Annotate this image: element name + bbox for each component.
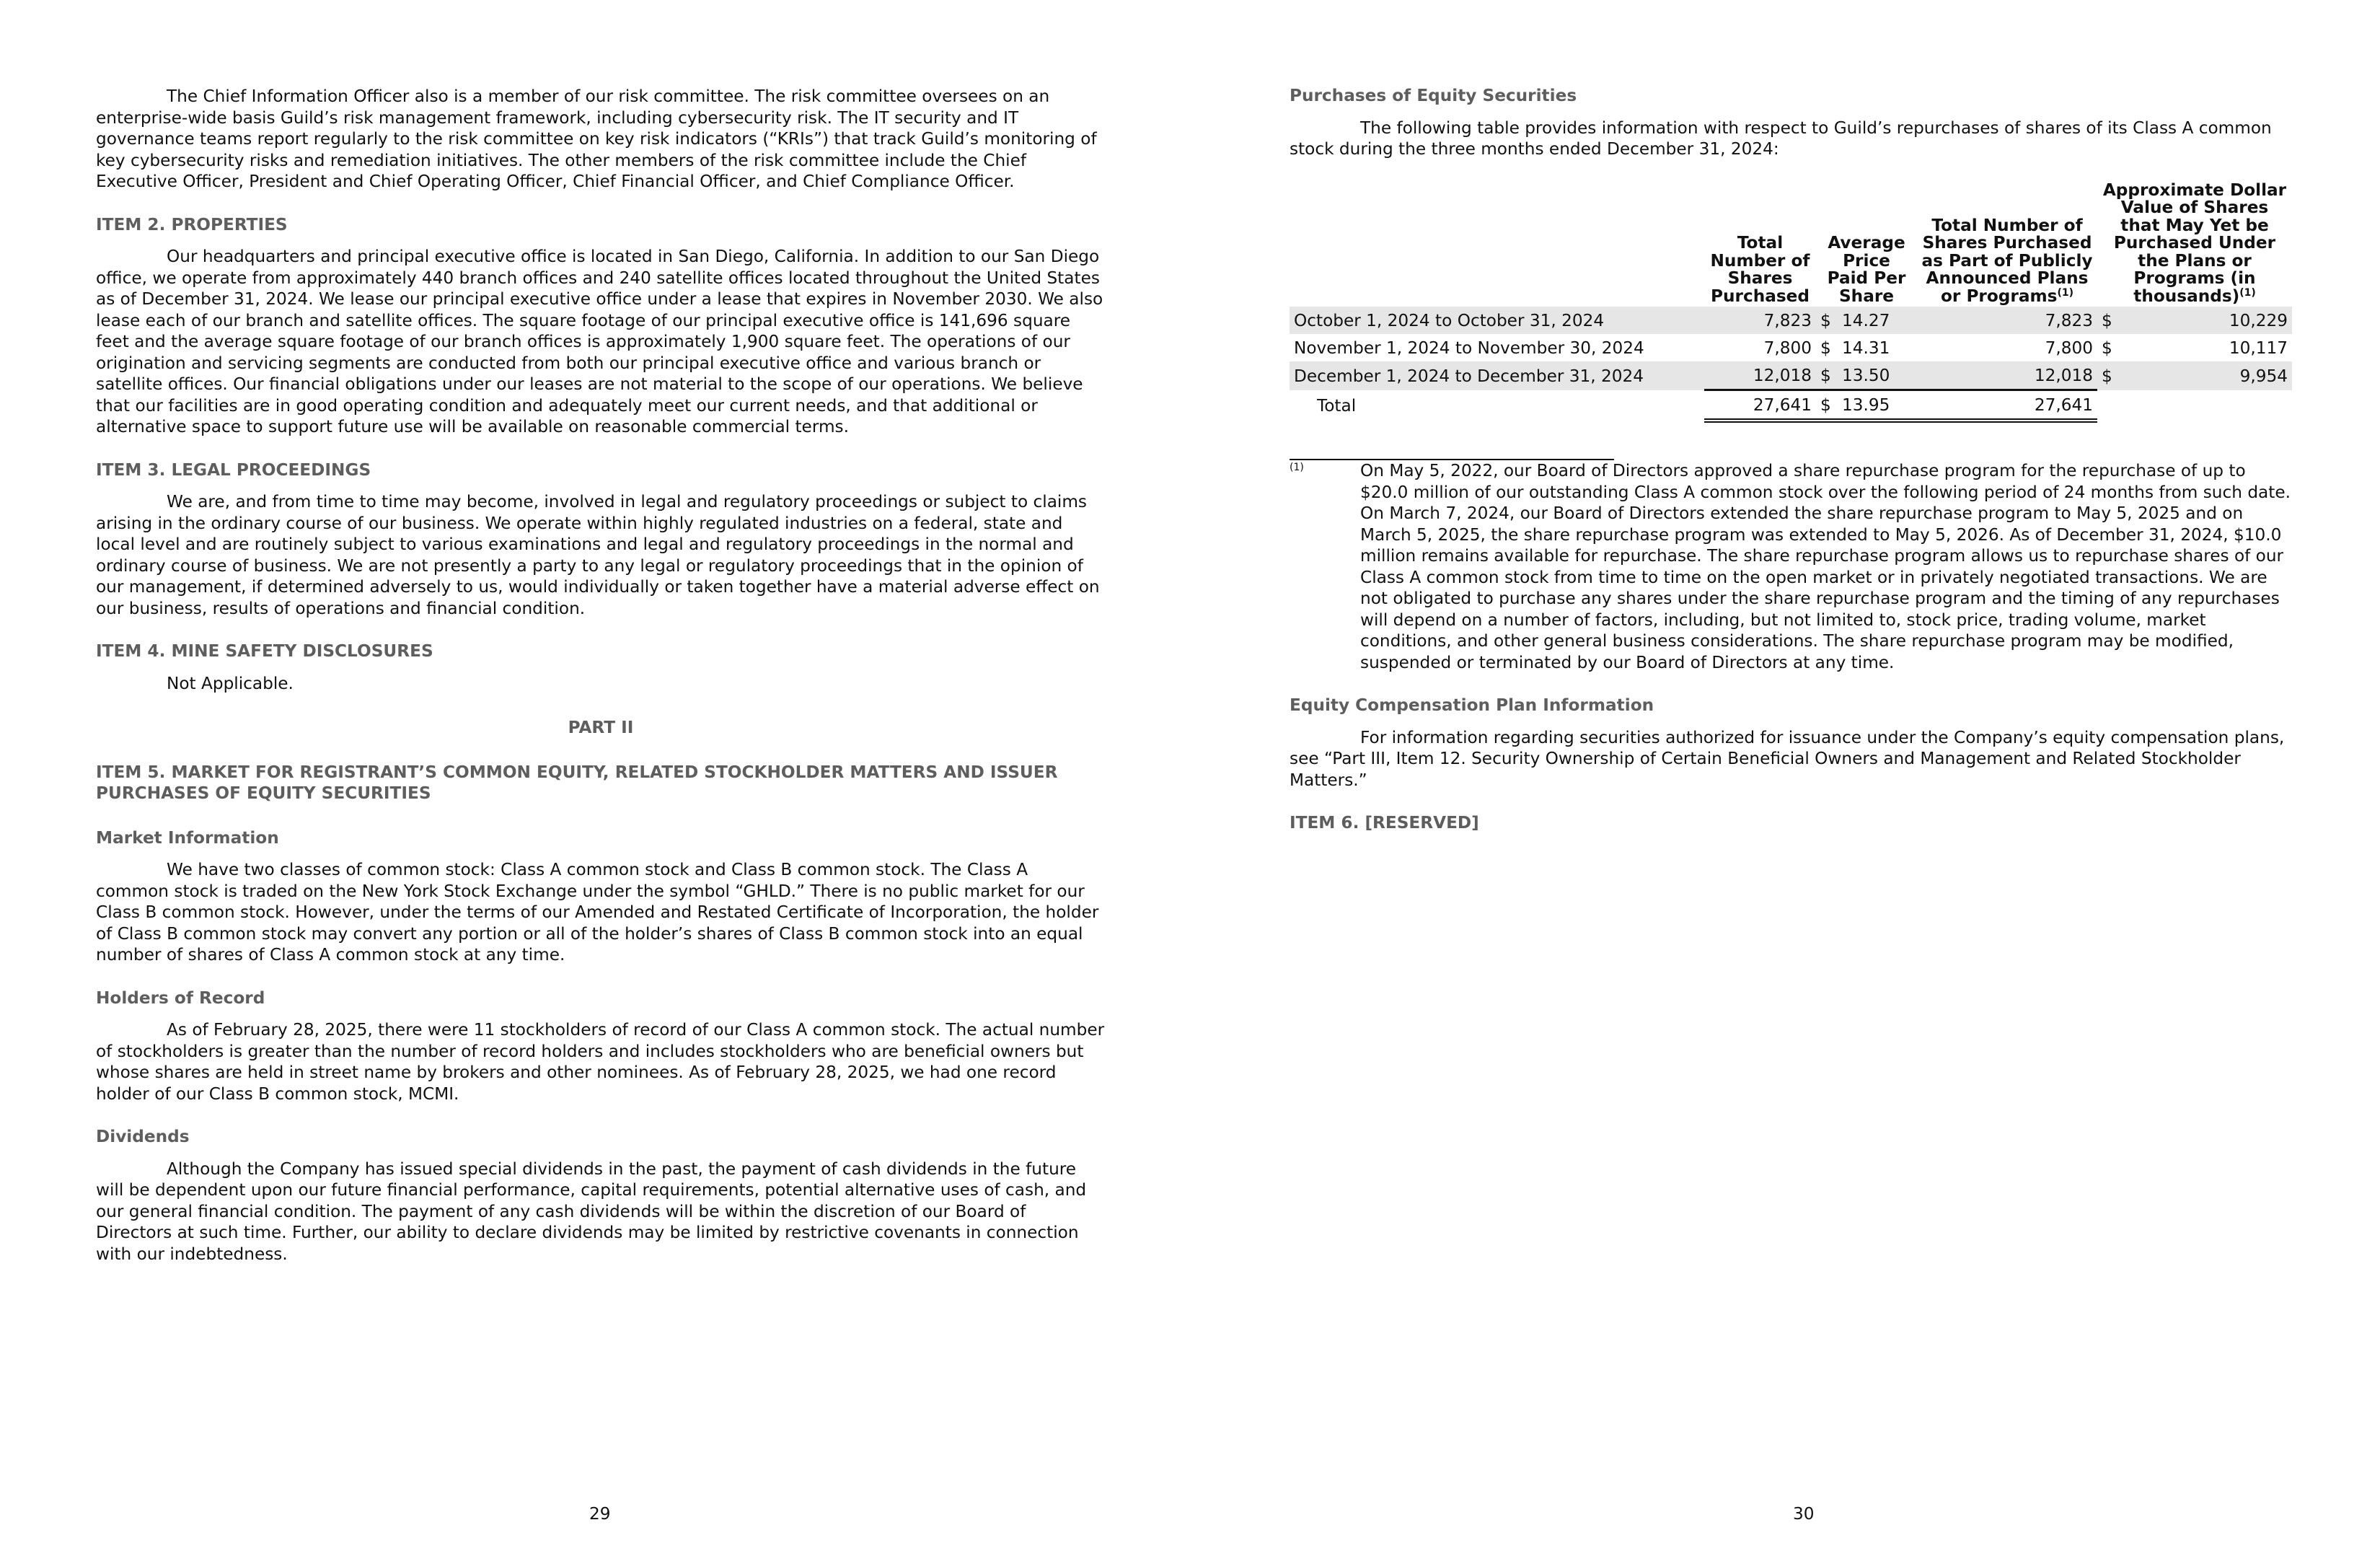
total-shares-total: 27,641 (1704, 390, 1816, 421)
purchases-heading: Purchases of Equity Securities (1290, 86, 1577, 105)
left-page (96, 0, 1106, 1265)
currency-symbol: $ (2097, 307, 2119, 334)
total-shares-header: Total Number of Shares Purchased (1710, 233, 1810, 306)
empty-cell (2097, 390, 2119, 421)
footnote (1290, 460, 2292, 673)
holders-heading: Holders of Record (96, 988, 265, 1008)
total-label: Total (1317, 395, 1357, 416)
currency-symbol: $ (1816, 361, 1838, 390)
risk-committee-paragraph: The Chief Information Officer also is a member of our risk committee. The risk committee oversees on an enterprise-wide basis Guild’s risk management framework, including cybersecurity risk. The IT security and IT governance teams report regularly to the risk committee on key risk indicators (“KRIs”) that track Guild’s monitoring of key cybersecurity risks and remediation initiatives. The other members of the risk committee include the Chief Executive Officer, President and Chief Operating Officer, Chief Financial Officer, and Chief Compliance Officer. (96, 87, 1097, 191)
currency-symbol: $ (2097, 361, 2119, 390)
plan-shares-cell: 7,800 (2045, 338, 2093, 358)
market-info-heading: Market Information (96, 827, 279, 848)
avg-price-cell: 14.27 (1838, 307, 1917, 334)
item3-paragraph: We are, and from time to time may become, involved in legal and regulatory proceedings or subject to claims arising in the ordinary course of our business. We operate within highly regulated industries on a federal, state and local level and are routinely subject to various examinations and legal and regulatory proceedings in the normal and ordinary course of business. We are not presently a party to any legal or regulatory proceedings that in the opinion of our management, if determined adversely to us, would individually or taken together have a material adverse effect on our business, results of operations and financial condition. (96, 492, 1100, 618)
dividends-heading: Dividends (96, 1127, 190, 1146)
plan-shares-total: 27,641 (1917, 390, 2097, 421)
remaining-value-cell: 9,954 (2119, 361, 2292, 390)
remaining-value-header (2097, 182, 2292, 307)
item3-heading: ITEM 3. LEGAL PROCEEDINGS (96, 460, 371, 480)
footnote-marker: (1) (1290, 462, 1304, 473)
equity-comp-paragraph: For information regarding securities authorized for issuance under the Company’s equity compensation plans, see “Part III, Item 12. Security Ownership of Certain Beneficial Owners and Management and Related Stockholder Matters.” (1290, 727, 2285, 790)
item5-heading: ITEM 5. MARKET FOR REGISTRANT’S COMMON EQUITY, RELATED STOCKHOLDER MATTERS AND ISSUER PURCHASES OF EQUITY SECURITIES (96, 762, 1058, 803)
table-row (1290, 334, 2292, 361)
period-cell: October 1, 2024 to October 31, 2024 (1290, 307, 1704, 334)
total-shares-cell: 12,018 (1704, 361, 1816, 390)
period-cell: November 1, 2024 to November 30, 2024 (1294, 338, 1644, 358)
holders-paragraph: As of February 28, 2025, there were 11 stockholders of record of our Class A common stock. The actual number of stockholders is greater than the number of record holders and includes stockholders who are beneficial owners but whose shares are held in street name by brokers and other nominees. As of February 28, 2025, we had one record holder of our Class B common stock, MCMI. (96, 1020, 1105, 1104)
avg-price-total: 13.95 (1838, 390, 1917, 421)
item6-heading: ITEM 6. [RESERVED] (1290, 813, 1479, 832)
total-shares-cell: 7,823 (1704, 307, 1816, 334)
total-shares-cell: 7,800 (1763, 338, 1812, 358)
plan-shares-header (1917, 182, 2097, 307)
item2-paragraph: Our headquarters and principal executive office is located in San Diego, California. In addition to our San Diego office, we operate from approximately 440 branch offices and 240 satellite offices located throughout the United States as of December 31, 2024. We lease our principal executive office under a lease that expires in November 2030. We also lease each of our branch and satellite offices. The square footage of our principal executive office is 141,696 square feet and the average square footage of our branch offices is approximately 1,900 square feet. The operations of our origination and servicing segments are conducted from both our principal executive office and various branch or satellite offices. Our financial obligations under our leases are not material to the scope of our operations. We believe that our facilities are in good operating condition and adequately meet our current needs, and that additional or alternative space to support future use will be available on reasonable commercial terms. (96, 247, 1103, 436)
footnote-ref[interactable]: (1) (2057, 286, 2073, 299)
plan-shares-cell: 7,823 (1917, 307, 2097, 334)
page-number-right: 30 (1793, 1504, 1815, 1524)
table-row (1290, 361, 2292, 390)
page-number-left: 29 (589, 1504, 611, 1524)
market-info-paragraph: We have two classes of common stock: Class A common stock and Class B common stock. The Class A common stock is traded on the New York Stock Exchange under the symbol “GHLD.” There is no public market for our Class B common stock. However, under the terms of our Amended and Restated Certificate of Incorporation, the holder of Class B common stock may convert any portion or all of the holder’s shares of Class B common stock into an equal number of shares of Class A common stock at any time. (96, 860, 1099, 965)
empty-cell (2119, 390, 2292, 421)
remaining-value-cell: 10,229 (2119, 307, 2292, 334)
item2-heading: ITEM 2. PROPERTIES (96, 214, 288, 234)
footnote-ref[interactable]: (1) (2239, 286, 2256, 299)
currency-symbol: $ (1820, 338, 1831, 358)
right-page (1290, 0, 2292, 834)
avg-price-cell: 13.50 (1838, 361, 1917, 390)
period-header (1290, 182, 1704, 307)
table-header-row (1290, 182, 2292, 307)
remaining-value-header-text: Approximate Dollar Value of Shares that May Yet be Purchased Under the Plans or Programs (in thousands) (2102, 180, 2287, 306)
dividends-paragraph: Although the Company has issued special dividends in the past, the payment of cash dividends in the future will be dependent upon our future financial performance, capital requirements, potential alternative uses of cash, and our general financial condition. The payment of any cash dividends will be within the discretion of our Board of Directors at such time. Further, our ability to declare dividends may be limited by restrictive covenants in connection with our indebtedness. (96, 1159, 1087, 1264)
purchases-paragraph: The following table provides information with respect to Guild’s repurchases of shares of its Class A common stock during the three months ended December 31, 2024: (1290, 118, 2272, 159)
table-total-row (1290, 390, 2292, 421)
plan-shares-header-text: Total Number of Shares Purchased as Part of Publicly Announced Plans or Programs (1921, 215, 2093, 306)
avg-price-header: Average Price Paid Per Share (1827, 233, 1906, 306)
item4-heading: ITEM 4. MINE SAFETY DISCLOSURES (96, 641, 433, 661)
period-cell: December 1, 2024 to December 31, 2024 (1290, 361, 1704, 390)
footnote-text: On May 5, 2022, our Board of Directors approved a share repurchase program for the repurchase of up to $20.0 million of our outstanding Class A common stock over the following period of 24 months from such date. On March 7, 2024, our Board of Directors extended the share repurchase program to May 5, 2025 and on March 5, 2025, the share repurchase program was extended to May 5, 2026. As of December 31, 2024, $10.0 million remains available for repurchase. The share repurchase program allows us to repurchase shares of our Class A common stock from time to time on the open market or in privately negotiated transactions. We are not obligated to purchase any shares under the share repurchase program and the timing of any repurchases will depend on a number of factors, including, but not limited to, stock price, trading volume, market conditions, and other general business considerations. The share repurchase program may be modified, suspended or terminated by our Board of Directors at any time. (1360, 461, 2291, 672)
avg-price-cell: 14.31 (1842, 338, 1890, 358)
currency-symbol: $ (1816, 390, 1838, 421)
table-row (1290, 307, 2292, 334)
item4-paragraph: Not Applicable. (167, 673, 294, 693)
equity-comp-heading: Equity Compensation Plan Information (1290, 695, 1654, 715)
remaining-value-cell: 10,117 (2229, 338, 2288, 358)
part2-heading: PART II (568, 718, 634, 737)
plan-shares-cell: 12,018 (1917, 361, 2097, 390)
currency-symbol: $ (2102, 338, 2112, 358)
repurchase-table (1290, 182, 2292, 423)
currency-symbol: $ (1816, 307, 1838, 334)
